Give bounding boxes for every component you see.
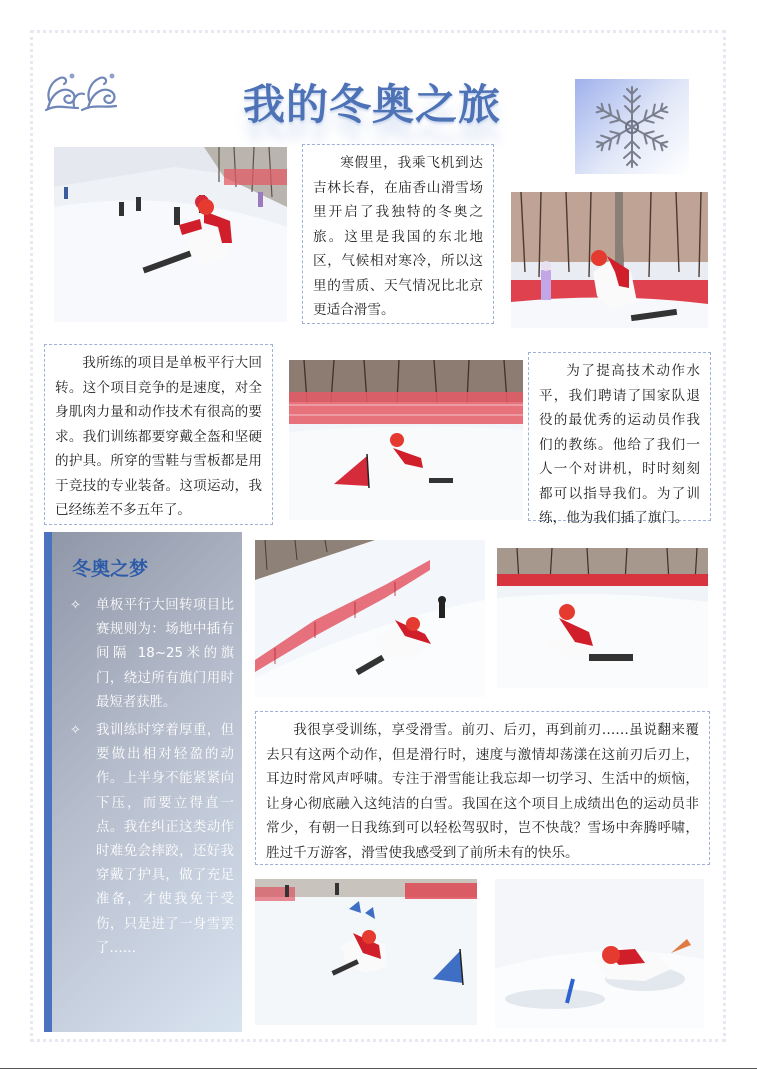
sparkle-bullet-icon: ✧: [70, 723, 81, 739]
photo-snowboarder-blue-gate: [255, 879, 477, 1025]
photo-snowboarder-trees: [511, 192, 708, 328]
intro-paragraph: 寒假里，我乘飞机到达吉林长春，在庙香山滑雪场里开启了我独特的冬奥之旅。这里是我国的东北地区，气候相对寒冷，所以这里的雪质、天气情况比北京更适合滑雪。: [313, 155, 483, 318]
scroll-ornament-icon: [42, 68, 120, 114]
olympic-dream-sidebar: [44, 532, 242, 1032]
intro-text-box: [302, 144, 494, 324]
sidebar-list: [70, 594, 234, 961]
sidebar-item-text: 我训练时穿着厚重，但要做出相对轻盈的动作。上半身不能紧紧向下压，而要立得直一点。我在纠正这类动作时难免会摔跤，还好我穿戴了护具，做了充足准备，才使我免于受伤，只是进了一身雪罢了……: [96, 723, 234, 956]
photo-snowboarder-gate: [289, 360, 523, 520]
coach-text-box: [528, 352, 711, 526]
photo-snowboarder-slope: [54, 147, 287, 322]
snowflake-icon: [575, 79, 689, 174]
enjoy-paragraph: 我很享受训练，享受滑雪。前刃、后刃，再到前刃……虽说翻来覆去只有这两个动作，但是滑行时，速度与激情却荡漾在这前刃后刃上，耳边时常风声呼啸。专注于滑雪能让我忘却一切学习、生活中的烦恼，让身心彻底融入这纯洁的白雪。我国在这个项目上成绩出色的运动员非常少，有朝一日我练到可以轻松驾驭时，岂不快哉？雪场中奔腾呼啸，胜过千万游客，滑雪使我感受到了前所未有的快乐。: [266, 722, 699, 861]
event-paragraph: 我所练的项目是单板平行大回转。这个项目竞争的是速度，对全身肌肉力量和动作技术有很高的要求。我们训练都要穿戴全盔和坚硬的护具。所穿的雪鞋与雪板都是用于竞技的专业装备。这项运动，我已经练差不多五年了。: [55, 355, 262, 518]
photo-snowboarder-carving: [497, 548, 708, 688]
page-title: 我的冬奥之旅: [243, 80, 502, 129]
event-text-box: [44, 344, 273, 525]
sidebar-heading: 冬奥之梦: [72, 558, 149, 580]
photo-snowboarder-fence-curve: [255, 540, 485, 697]
sidebar-list-item: [70, 719, 234, 961]
sparkle-bullet-icon: ✧: [70, 598, 81, 613]
bottom-divider: [0, 1068, 757, 1069]
sidebar-list-item: [70, 594, 234, 715]
coach-paragraph: 为了提高技术动作水平，我们聘请了国家队退役的最优秀的运动员作我们的教练。他给了我们一人一个对讲机，时时刻刻都可以指导我们。为了训练，他为我们插了旗门。: [539, 363, 700, 526]
photo-snowboarder-fall: [495, 879, 704, 1028]
sidebar-item-text: 单板平行大回转项目比赛规则为：场地中插有间隔 18~25米的旗门，绕过所有旗门用时最短者获胜。: [96, 598, 234, 710]
enjoy-text-box: [255, 711, 710, 865]
